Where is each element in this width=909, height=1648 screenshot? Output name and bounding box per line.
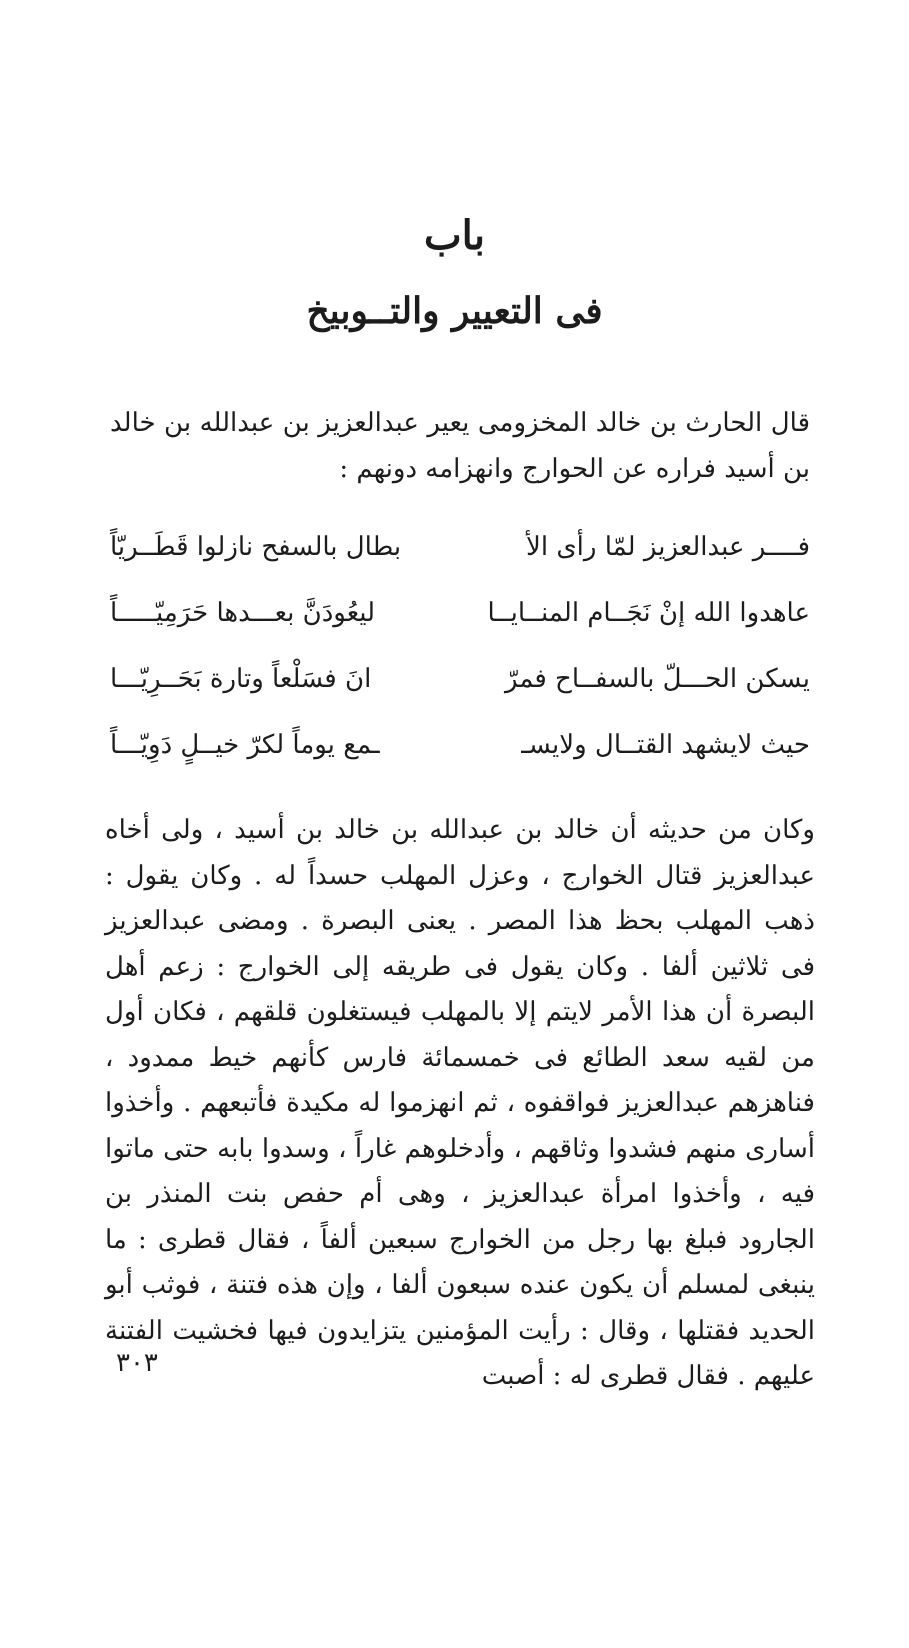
chapter-subtitle: فى التعيير والتــوبيخ (306, 290, 603, 332)
verse-second-hemistich: بطال بالسفح نازلوا قَطَــريّاً (110, 532, 402, 562)
verse-first-hemistich: عاهدوا الله إنْ نَجَــام المنــايــا (487, 598, 810, 628)
verse-first-hemistich: فــــر عبدالعزيز لمّا رأى الأ (526, 532, 810, 562)
intro-paragraph (110, 400, 810, 492)
verse-first-hemistich: يسكن الحـــلّ بالسفــاح فمرّ (504, 664, 810, 694)
page-number: ٣٠٣ (116, 1348, 158, 1378)
verse-second-hemistich: ليعُودَنَّ بعـــدها حَرَمِيّـــــاً (110, 598, 376, 628)
body-text: وكان من حديثه أن خالد بن عبدالله بن خالد بن أسيد ، ولى أخاه عبدالعزيز قتال الخوارج ، وعزل المهلب حسداً له . وكان يقول : ذهب المهلب بحظ هذا المصر . يعنى البصرة . ومضى عبدالعزيز فى ثلاثين ألفا . وكان يقول فى طريقه إلى الخوارج : زعم أهل البصرة أن هذا الأمر لايتم إلا بالمهلب فيستغلون قلقهم ، فكان أول من لقيه سعد الطائع فى خمسمائة فارس كأنهم خيط ممدود ، فناهزهم عبدالعزيز فواقفوه ، ثم انهزموا له مكيدة فأتبعهم . وأخذوا أسارى منهم فشدوا وثاقهم ، وأدخلوهم غاراً ، وسدوا بابه حتى ماتوا فيه ، وأخذوا امرأة عبدالعزيز ، وهى أم حفص بنت المنذر بن الجارود فبلغ بها رجل من الخوارج سبعين ألفاً ، فقال قطرى : ما ينبغى لمسلم أن يكون عنده سبعون ألفا ، وإن هذه فتنة ، فوثب أبو الحديد فقتلها ، وقال : رأيت المؤمنين يتزايدون فيها فخشيت الفتنة عليهم . فقال قطرى له : أصبت (105, 815, 815, 1391)
chapter-title: باب (424, 212, 485, 259)
intro-text: قال الحارث بن خالد المخزومى يعير عبدالعزيز بن عبدالله بن خالد بن أسيد فراره عن الحوارج وانهزامه دونهم : (110, 408, 810, 484)
verse-line (110, 532, 810, 592)
verse-first-hemistich: حيث لايشهد القتــال ولايسـ (521, 730, 810, 760)
verse-line (110, 664, 810, 724)
verse-line (110, 730, 810, 790)
verse-line (110, 598, 810, 658)
verse-second-hemistich: انَ فسَلْعاً وتارة بَحَــرِيّـــا (110, 664, 372, 694)
body-paragraph (105, 808, 815, 1400)
verse-second-hemistich: ـمع يوماً لكرّ خيــلٍ دَوِيّـــاً (110, 730, 380, 760)
